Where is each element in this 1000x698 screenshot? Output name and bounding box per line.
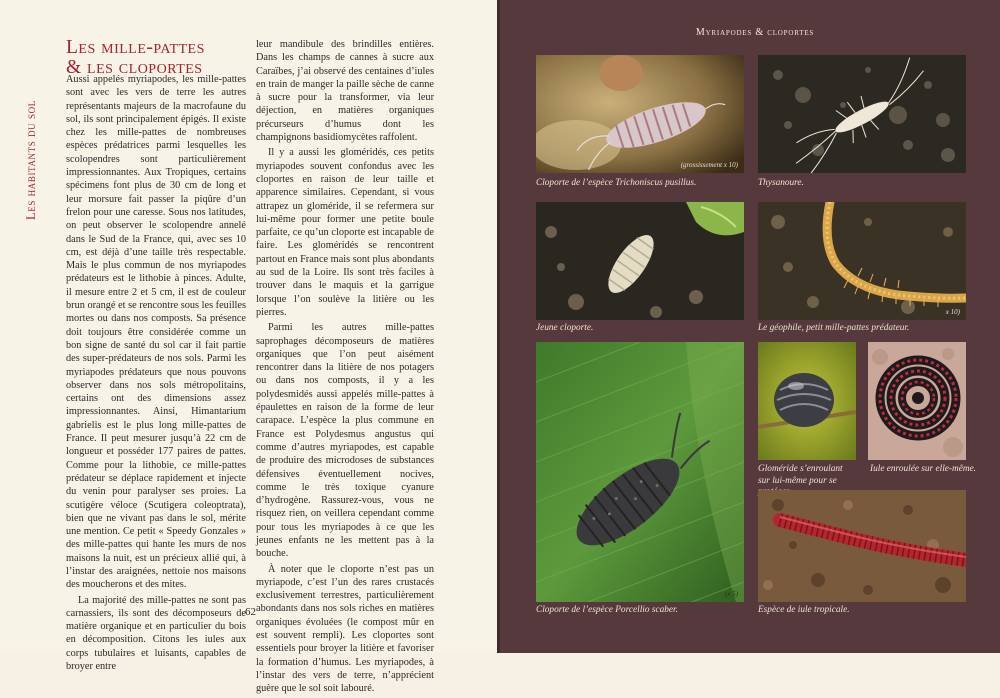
photo-iule-tropicale xyxy=(758,490,966,602)
chapter-title-line-1: Les mille-pattes xyxy=(66,37,205,58)
photo-porcellio-scaber xyxy=(536,342,744,602)
paragraph: Parmi les autres mille-pattes saprophages décomposeurs de matières organiques que l’on peut aisément rencontrer dans la litière de nos potagers ou dans nos composts, il y a les polydesmidés aussi appelés mille-pattes à épaulettes en raison de la forme de leur carapace. L’espèce la plus commune en France est Polydesmus angustus qui comme d’autres myriapodes, est capable de produire des microdoses de substances défensives éventuellement nocives, comme le très toxique cyanure d’hydrogène. Rassurez-vous, vous ne risquez rien, on veillera cependant comme pour tous les myriapodes à ce que les jeunes enfants ne les mettent pas à la bouche. xyxy=(256,322,434,560)
photo-thysanoure xyxy=(758,55,966,173)
caption-iule-enroulee: Iule enroulée sur elle-même. xyxy=(870,464,977,474)
magnification-label: x 10) xyxy=(945,308,960,316)
caption-porcellio-scaber: Cloporte de l’espèce Porcellio scaber. xyxy=(536,605,678,615)
caption-glomeride-line-2: sur lui-même pour se xyxy=(758,475,837,486)
chapter-title-line-2: & les cloportes xyxy=(66,57,203,78)
paragraph: leur mandibule des brindilles entières. Dans les champs de cannes à sucre aux Caraïbes, j’ai observé des centaines d’iules en train de manger la paille sèche de canne à sucre pour la transformer, via leur déjection, en matières organiques précurseurs d’humus dont les champignons basidiomycètes raffolent. xyxy=(256,39,434,144)
photo-iule-enroulee xyxy=(868,342,966,460)
magnification-label: (x 5) xyxy=(724,590,738,598)
text-column-right xyxy=(256,38,434,698)
paragraph: Il y a aussi les gloméridés, ces petits myriapodes souvent confondus avec les cloportes en raison de leur taille et apparence similaires. Cependant, si vous attrapez un gloméride, il se refermera sur lui-même pour former une petite boule parfaite, ce qu’un cloporte est incapable de faire. Les gloméridés se rencontrent partout en France mais sont plus abondants au sud de la Loire. Ils sont très faciles à trouver dans le maquis et la garrigue lorsque l’on soulève la litière ou les pierres. xyxy=(256,147,434,318)
photo-geophile xyxy=(758,202,966,320)
section-side-label: Les habitants du sol xyxy=(24,100,38,220)
running-head: Myriapodes & cloportes xyxy=(695,27,815,38)
left-page xyxy=(0,0,498,695)
paragraph: Aussi appelés myriapodes, les mille-pattes sont avec les vers de terre les autres représentants majeurs de la macrofaune du sol, ils sont principalement épigés. Il existe chez les mille-pattes de nombreuses espèces prédatrices parmi lesquelles les scolopendres sont particulièrement impressionnantes. Aux Tropiques, certains spécimens font plus de 30 cm de long et leur morsure fait passer la piqûre d’un frelon pour une caresse. Sous nos latitudes, on peut observer le scolopendre annelé dans le Sud de la France, qui, avec ses 10 cm, est déjà d’une taille très respectable. Mais le plus commun de nos myriapodes prédateurs est le lithobie à pinces. Adulte, il mesure entre 2 et 5 cm, il est de couleur brun orangé et se rencontre sous les feuilles mortes ou dans nos composts. Sa présence doit toujours être considérée comme un bon signe de santé du sol car il fait partie des super-prédateurs de nos sols. Parmi les myriapodes prédateurs que nous pouvons observer dans nos sols métropolitains, certains ont des dimensions assez impressionnantes. Ainsi, Himantarium gabrielis est le plus long mille-pattes de France. Il peut mesurer jusqu’à 22 cm de longueur et posséder 177 paires de pattes. Comme pour la lithobie, ce mille-pattes prédateur se déplace rapidement et injecte du venin pour paralyser ses proies. La scutigère véloce (Scutigera coleoptrata), bien que ne vivant pas dans le sol, mérite une mention. Ce petit « Speedy Gonzales » des mille-pattes qui hante les murs de nos maisons la nuit, est un précieux allié qui, à l’instar des araignées, nettoie nos maisons des moucherons et des mites. xyxy=(66,74,246,591)
caption-glomeride-line-1: Gloméride s’enroulant xyxy=(758,464,843,474)
caption-iule-tropicale: Espèce de iule tropicale. xyxy=(758,605,850,615)
caption-thysanoure: Thysanoure. xyxy=(758,178,804,188)
magnification-label: (grossissement x 10) xyxy=(680,161,738,169)
chapter-title xyxy=(66,38,256,78)
caption-jeune-cloporte: Jeune cloporte. xyxy=(536,323,594,333)
photo-jeune-cloporte xyxy=(536,202,744,320)
page-number: 62 xyxy=(245,606,256,618)
text-column-left xyxy=(66,73,246,675)
paragraph: La majorité des mille-pattes ne sont pas carnassiers, ils sont des décomposeurs de matière organique et en particulier du bois en décomposition. Citons les iules aux corps tubulaires et luisants, capables de broyer entre xyxy=(66,594,246,673)
photo-trichoniscus xyxy=(536,55,744,173)
caption-geophile: Le géophile, petit mille-pattes prédateur. xyxy=(758,323,910,333)
photo-glomeride xyxy=(758,342,856,460)
right-page xyxy=(500,0,1000,653)
caption-trichoniscus: Cloporte de l’espèce Trichoniscus pusillus. xyxy=(536,178,697,188)
paragraph: À noter que le cloporte n’est pas un myriapode, c’est l’un des rares crustacés exclusivement terrestres, particulièrement abondants dans nos sols riches en matières organiques évoluées (le compost mûr en est souvent rempli). Les cloportes sont essentiels pour broyer la litière et favoriser la formation d’humus. Les myriapodes, à l’instar des vers de terre, n’apprécient guère que le sol soit labouré. xyxy=(256,563,434,695)
